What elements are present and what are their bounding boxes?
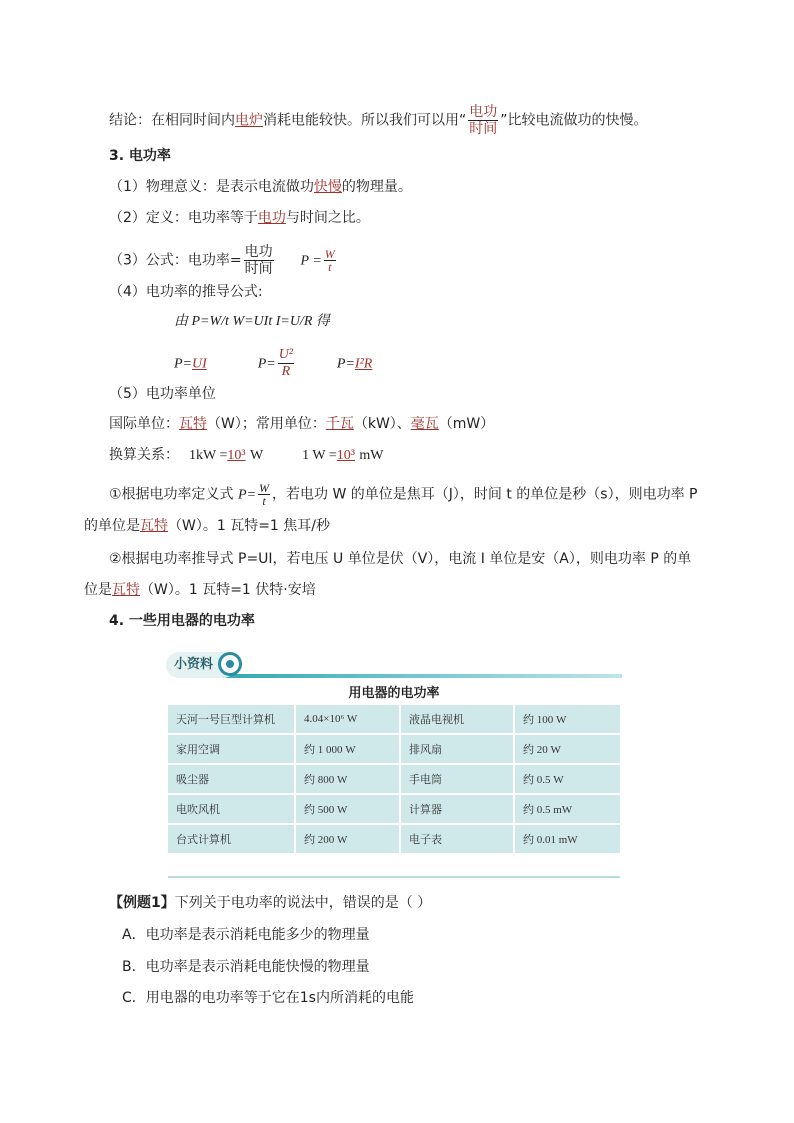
table-row: 天河一号巨型计算机 4.04×10⁶ W 液晶电视机 约 100 W: [168, 705, 620, 733]
power-table: [166, 703, 622, 855]
option-c: C．用电器的电功率等于它在1s内所消耗的电能: [122, 990, 414, 1006]
table-row: 电吹风机 约 500 W 计算器 约 0.5 mW: [168, 795, 620, 823]
derivation-line: 由 P=W/t W=UIt I=U/R 得: [174, 314, 330, 329]
fraction-work-over-time: $\frac{\text{电功}}{\text{时间}}$: [469, 104, 498, 137]
table-bottom-line: [168, 876, 620, 878]
info-box: [166, 648, 622, 880]
note-2-line-1: ②根据电功率推导式 P=UI，若电压 U 单位是伏（V），电流 I 单位是安（A），则电功率 P 的单: [109, 551, 692, 567]
info-logo-icon: [218, 652, 242, 676]
section-4-heading: 4. 一些用电器的电功率: [109, 613, 255, 629]
table-row: 台式计算机 约 200 W 电子表 约 0.01 mW: [168, 825, 620, 853]
section-3-heading: 3. 电功率: [109, 148, 171, 164]
option-b: B．电功率是表示消耗电能快慢的物理量: [122, 959, 370, 975]
conclusion-line: 结论：在相同时间内电炉消耗电能较快。所以我们可以用“ $\frac{\text{电功}}{\text{时间}}$ ”比较电流做功的快慢。: [109, 104, 648, 137]
item-5: （5）电功率单位: [109, 386, 216, 402]
highlight-electric-stove: 电炉: [235, 112, 263, 129]
table-title: 用电器的电功率: [348, 686, 440, 701]
note-2-line-2: 位是瓦特（W）。1 瓦特=1 伏特·安培: [84, 582, 316, 598]
item-2: （2）定义：电功率等于电功与时间之比。: [109, 210, 370, 226]
info-tag: 小资料: [166, 652, 236, 678]
example-question: 【例题1】下列关于电功率的说法中，错误的是（ ）: [109, 895, 432, 911]
fraction-w-over-t: $\frac{W}{t}$: [324, 247, 335, 274]
option-a: A．电功率是表示消耗电能多少的物理量: [122, 927, 370, 943]
fraction-u2-over-r: $\frac{\text{U²}}{R}$: [278, 347, 293, 379]
item-1: （1）物理意义：是表示电流做功快慢的物理量。: [109, 179, 412, 195]
fraction-w-over-t-2: $\frac{W}{t}$: [259, 481, 270, 508]
note-1-line-1: ①根据电功率定义式 P= $\frac{W}{t}$ ，若电功 W 的单位是焦耳（J），时间 t 的单位是秒（s），则电功率 P: [109, 481, 698, 508]
item-3-formula: （3）公式：电功率= $\frac{\text{电功}}{\text{时间}}$ P = $\frac{W}{t}$: [109, 244, 335, 277]
note-1-line-2: 的单位是瓦特（W）。1 瓦特=1 焦耳/秒: [84, 518, 331, 534]
info-divider: [206, 674, 622, 678]
item-4: （4）电功率的推导公式:: [109, 284, 263, 300]
table-row: 吸尘器 约 800 W 手电筒 约 0.5 W: [168, 765, 620, 793]
fraction-work-over-time-2: $\frac{\text{电功}}{\text{时间}}$: [244, 244, 273, 277]
example-tag: 【例题1】: [109, 895, 175, 911]
units-line: 国际单位：瓦特（W）；常用单位：千瓦（kW）、毫瓦（mW）: [109, 416, 495, 432]
conversion-line: 换算关系： 1kW =10³ W 1 W =10³ mW: [109, 447, 384, 463]
derived-formulas: P=UI P= $\frac{\text{U²}}{R}$ P=I²R: [174, 347, 373, 379]
table-row: 家用空调 约 1 000 W 排风扇 约 20 W: [168, 735, 620, 763]
